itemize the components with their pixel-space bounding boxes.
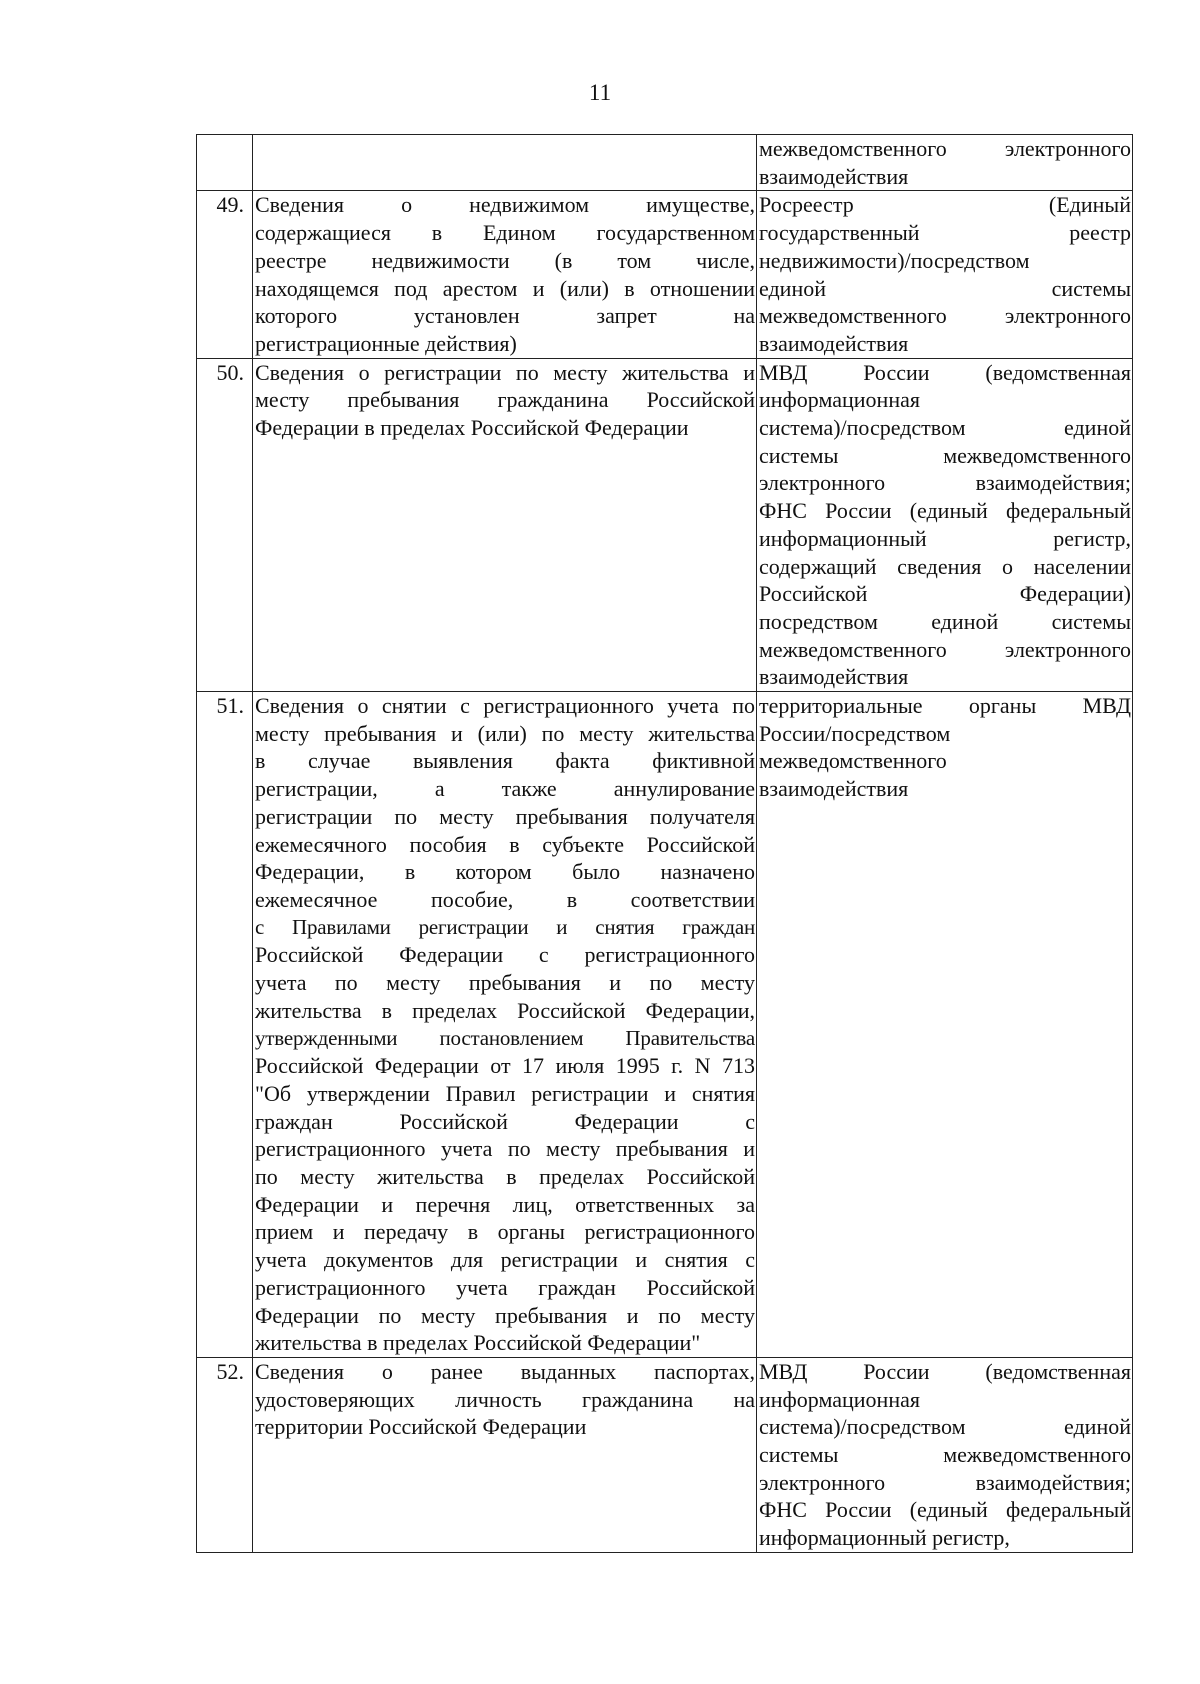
- table-body: [197, 135, 1133, 1553]
- description-line: регистрации, а также аннулирование: [255, 776, 755, 802]
- description-line: регистрационного учета по месту пребывания и: [255, 1136, 755, 1162]
- data-sources-table: [196, 134, 1133, 1553]
- description-line: "Об утверждении Правил регистрации и снятия: [255, 1080, 755, 1106]
- source-line: электронного взаимодействия;: [759, 1469, 1131, 1495]
- source-line: содержащий сведения о населении: [759, 553, 1131, 579]
- page-number: 11: [588, 80, 612, 105]
- source-line: система)/посредством единой: [759, 415, 1131, 441]
- table-row: [197, 692, 1133, 1358]
- source-line: ФНС России (единый федеральный: [759, 498, 1131, 524]
- table-row: [197, 358, 1133, 691]
- description-line: Федерации, в котором было назначено: [255, 859, 755, 885]
- source-line: единой системы: [759, 275, 1131, 301]
- source-line: системы межведомственного: [759, 442, 1131, 468]
- info-description-cell: [253, 135, 757, 191]
- source-line: межведомственного электронного: [759, 136, 1131, 161]
- source-line: взаимодействия: [759, 776, 909, 802]
- row-number: 50.: [197, 358, 253, 691]
- description-line: Российской Федерации с регистрационного: [255, 942, 755, 968]
- info-source-cell: [757, 135, 1133, 191]
- description-line: ежемесячного пособия в субъекте Российской: [255, 831, 755, 857]
- source-line: государственный реестр: [759, 220, 1131, 246]
- source-line: информационный регистр,: [759, 525, 1131, 551]
- info-source-cell: [757, 692, 1133, 1358]
- info-description-cell: [253, 1357, 757, 1552]
- info-source-cell: [757, 1357, 1133, 1552]
- source-line: информационная: [759, 1386, 920, 1412]
- description-line: регистрационного учета граждан Российской: [255, 1274, 755, 1300]
- description-line: содержащиеся в Едином государственном: [255, 220, 755, 246]
- description-line: Сведения о регистрации по месту жительства и: [255, 359, 755, 385]
- source-line: взаимодействия: [759, 330, 909, 356]
- source-line: территориальные органы МВД: [759, 693, 1131, 719]
- description-line: жительства в пределах Российской Федерации": [255, 1330, 701, 1356]
- table-row: [197, 1357, 1133, 1552]
- description-line: Федерации и перечня лиц, ответственных за: [255, 1191, 755, 1217]
- description-line: территории Российской Федерации: [255, 1414, 587, 1440]
- description-line: утвержденными постановлением Правительства: [255, 1025, 755, 1050]
- source-line: взаимодействия: [759, 664, 909, 690]
- source-line: недвижимости)/посредством: [759, 247, 1030, 273]
- row-number: 49.: [197, 191, 253, 358]
- source-line: посредством единой системы: [759, 608, 1131, 634]
- row-number: 51.: [197, 692, 253, 1358]
- description-line: учета по месту пребывания и по месту: [255, 970, 755, 996]
- source-line: ФНС России (единый федеральный: [759, 1497, 1131, 1523]
- description-line: месту пребывания и (или) по месту жительства: [255, 720, 755, 746]
- description-line: Сведения о снятии с регистрационного учета по: [255, 693, 755, 719]
- description-line: регистрационные действия): [255, 330, 517, 356]
- info-description-cell: [253, 191, 757, 358]
- source-line: МВД России (ведомственная: [759, 359, 1131, 385]
- source-line: межведомственного: [759, 748, 947, 774]
- source-line: взаимодействия: [759, 163, 909, 189]
- info-description-cell: [253, 358, 757, 691]
- source-line: электронного взаимодействия;: [759, 470, 1131, 496]
- description-line: Федерации по месту пребывания и по месту: [255, 1302, 755, 1328]
- info-source-cell: [757, 191, 1133, 358]
- description-line: находящемся под арестом и (или) в отношении: [255, 275, 755, 301]
- description-line: в случае выявления факта фиктивной: [255, 748, 755, 774]
- source-line: межведомственного электронного: [759, 303, 1131, 329]
- info-description-cell: [253, 692, 757, 1358]
- source-line: информационный регистр,: [759, 1525, 1010, 1551]
- description-line: которого установлен запрет на: [255, 303, 755, 329]
- description-line: месту пребывания гражданина Российской: [255, 387, 755, 413]
- description-line: по месту жительства в пределах Российской: [255, 1164, 755, 1190]
- source-line: Росреестр (Единый: [759, 192, 1131, 218]
- description-line: регистрации по месту пребывания получателя: [255, 803, 755, 829]
- description-line: прием и передачу в органы регистрационного: [255, 1219, 755, 1245]
- row-number: [197, 135, 253, 191]
- table-row: [197, 135, 1133, 191]
- description-line: Сведения о ранее выданных паспортах,: [255, 1358, 755, 1384]
- description-line: граждан Российской Федерации с: [255, 1108, 755, 1134]
- description-line: удостоверяющих личность гражданина на: [255, 1386, 755, 1412]
- description-line: реестре недвижимости (в том числе,: [255, 247, 755, 273]
- description-line: Российской Федерации от 17 июля 1995 г. N 713: [255, 1053, 755, 1079]
- source-line: информационная: [759, 387, 920, 413]
- source-line: Российской Федерации): [759, 581, 1131, 607]
- source-line: межведомственного электронного: [759, 636, 1131, 662]
- description-line: ежемесячное пособие, в соответствии: [255, 886, 755, 912]
- description-line: Сведения о недвижимом имуществе,: [255, 192, 755, 218]
- source-line: система)/посредством единой: [759, 1414, 1131, 1440]
- description-line: с Правилами регистрации и снятия граждан: [255, 914, 755, 939]
- source-line: МВД России (ведомственная: [759, 1358, 1131, 1384]
- source-line: России/посредством: [759, 720, 951, 746]
- row-number: 52.: [197, 1357, 253, 1552]
- description-line: Федерации в пределах Российской Федерации: [255, 415, 689, 441]
- source-line: системы межведомственного: [759, 1442, 1131, 1468]
- description-line: жительства в пределах Российской Федерации,: [255, 997, 755, 1023]
- table-row: [197, 191, 1133, 358]
- info-source-cell: [757, 358, 1133, 691]
- description-line: учета документов для регистрации и снятия с: [255, 1247, 755, 1273]
